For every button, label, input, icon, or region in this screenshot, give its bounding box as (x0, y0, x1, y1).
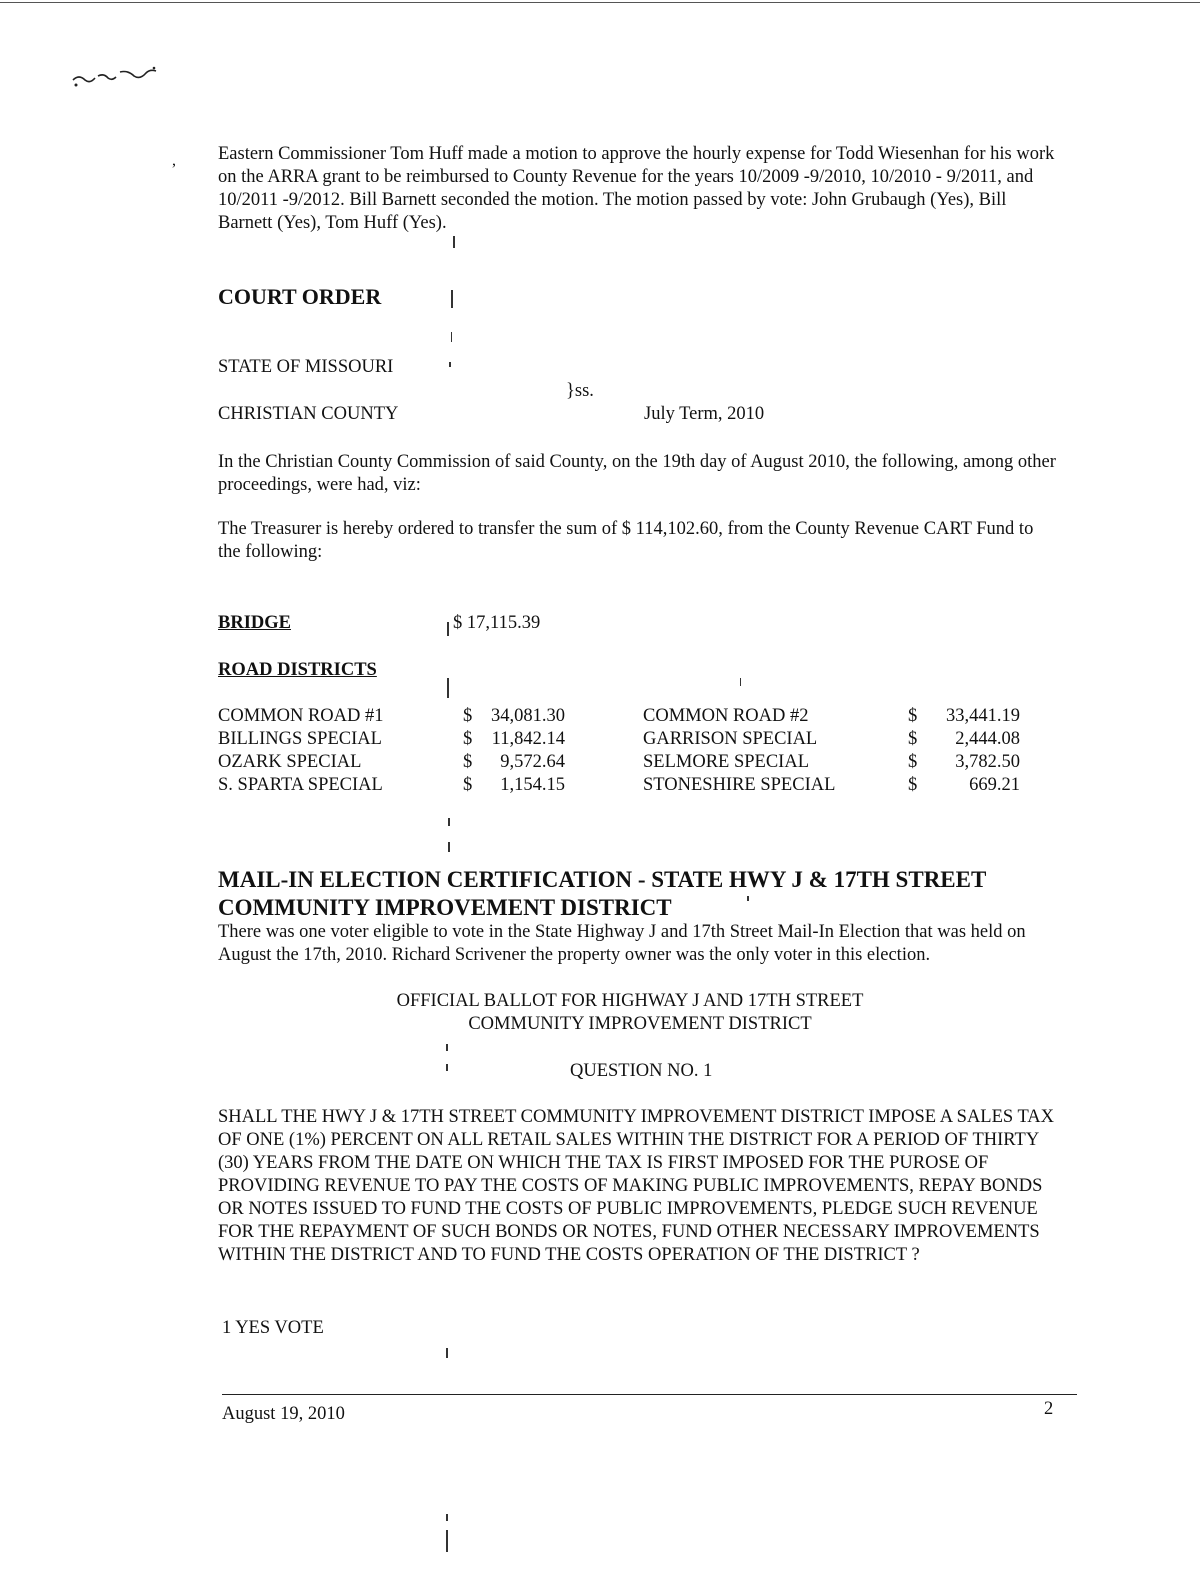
ss-label: }ss. (566, 381, 594, 401)
district-amount: $ 2,444.08 (908, 729, 1020, 749)
scan-artifact (449, 362, 451, 367)
question-number: QUESTION NO. 1 (570, 1061, 713, 1081)
scan-artifact (451, 290, 453, 308)
county-label: CHRISTIAN COUNTY (218, 404, 399, 424)
district-amount: $ 34,081.30 (463, 706, 565, 726)
court-order-heading: COURT ORDER (218, 284, 382, 309)
motion-paragraph: Eastern Commissioner Tom Huff made a motion to approve the hourly expense for Todd Wiesenhan for his work on the ARRA grant to be reimbursed to County Revenue for the years 10/2009 -9/2010, 10/2010 - 9/2011, and 10/2011 -9/2012. Bill Barnett seconded the motion. The motion passed by vote: John Grubaugh (Yes), Bill Barnett (Yes), Tom Huff (Yes). (218, 144, 1055, 233)
scan-artifact (447, 622, 449, 636)
scan-artifact (740, 678, 741, 686)
page-number: 2 (1044, 1399, 1054, 1419)
road-districts-label: ROAD DISTRICTS (218, 660, 377, 680)
margin-mark: , (172, 152, 176, 169)
transfer-paragraph: The Treasurer is hereby ordered to transfer the sum of $ 114,102.60, from the County Revenue CART Fund to the following: (218, 519, 1034, 562)
footer-date: August 19, 2010 (222, 1404, 345, 1424)
district-name: STONESHIRE SPECIAL (643, 775, 836, 795)
bridge-amount (453, 612, 540, 635)
district-name: COMMON ROAD #2 (643, 706, 809, 726)
amount-value: 17,115.39 (466, 613, 541, 633)
scan-artifact (447, 678, 449, 698)
district-amount: $ 1,154.15 (463, 775, 565, 795)
district-name: OZARK SPECIAL (218, 752, 362, 772)
vote-result: 1 YES VOTE (222, 1318, 324, 1338)
election-paragraph: There was one voter eligible to vote in the State Highway J and 17th Street Mail-In Election that was held on August the 17th, 2010. Richard Scrivener the property owner was the only voter in this election. (218, 922, 1026, 965)
scan-artifact (453, 236, 455, 248)
ballot-title-line2: COMMUNITY IMPROVEMENT DISTRICT (468, 1014, 812, 1034)
election-heading-line2: COMMUNITY IMPROVEMENT DISTRICT (218, 895, 672, 920)
ballot-title-line1: OFFICIAL BALLOT FOR HIGHWAY J AND 17TH STREET (396, 991, 864, 1011)
footer-rule (222, 1394, 1077, 1395)
scan-artifact (448, 842, 450, 852)
scan-artifact (446, 1514, 448, 1521)
scan-artifact (446, 1064, 448, 1071)
district-amount: $ 9,572.64 (463, 752, 565, 772)
district-name: S. SPARTA SPECIAL (218, 775, 383, 795)
district-name: COMMON ROAD #1 (218, 706, 384, 726)
district-amount: $ 669.21 (908, 775, 1020, 795)
district-name: BILLINGS SPECIAL (218, 729, 382, 749)
handwritten-mark (68, 62, 168, 92)
scan-artifact (446, 1530, 448, 1552)
dollar-sign: $ (453, 613, 463, 633)
scan-top-edge (0, 2, 1200, 3)
scan-artifact (448, 818, 450, 826)
district-amount: $ 11,842.14 (463, 729, 565, 749)
election-heading-line1: MAIL-IN ELECTION CERTIFICATION - STATE HWY J & 17TH STREET (218, 867, 987, 892)
court-intro: In the Christian County Commission of said County, on the 19th day of August 2010, the following, among other proceedings, were had, viz: (218, 452, 1056, 495)
scan-artifact (451, 332, 452, 342)
district-amount: $ 33,441.19 (908, 706, 1020, 726)
scan-artifact (747, 896, 749, 901)
state-label: STATE OF MISSOURI (218, 357, 394, 377)
ballot-question-text: SHALL THE HWY J & 17TH STREET COMMUNITY IMPROVEMENT DISTRICT IMPOSE A SALES TAX OF ONE (1%) PERCENT ON ALL RETAIL SALES WITHIN THE DISTRICT FOR A PERIOD OF THIRTY (30) YEARS FROM THE DATE ON WHICH THE TAX IS FIRST IMPOSED FOR THE PUROSE OF PROVIDING REVENUE TO PAY THE COSTS OF MAKING PUBLIC IMPROVEMENTS, REPAY BONDS OR NOTES ISSUED TO FUND THE COSTS OF PUBLIC IMPROVEMENTS, PLEDGE SUCH REVENUE FOR THE REPAYMENT OF SUCH BONDS OR NOTES, FUND OTHER NECESSARY IMPROVEMENTS WITHIN THE DISTRICT AND TO FUND THE COSTS OPERATION OF THE DISTRICT ? (218, 1107, 1055, 1265)
bridge-label: BRIDGE (218, 613, 291, 633)
scan-artifact (446, 1348, 448, 1358)
scan-artifact (446, 1044, 448, 1051)
district-name: SELMORE SPECIAL (643, 752, 810, 772)
district-amount: $ 3,782.50 (908, 752, 1020, 772)
term-label: July Term, 2010 (644, 404, 765, 424)
district-name: GARRISON SPECIAL (643, 729, 818, 749)
